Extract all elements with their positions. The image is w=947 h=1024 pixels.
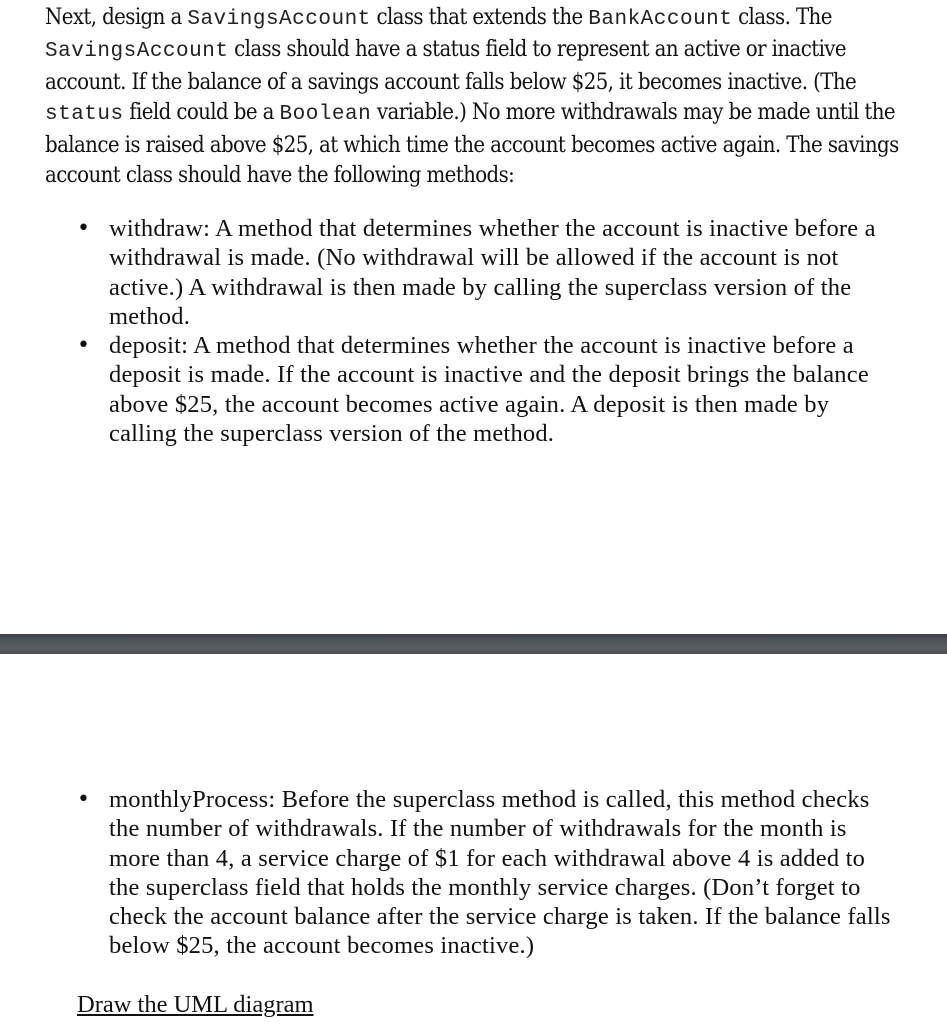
method-item-deposit <box>0 331 900 448</box>
page-divider <box>0 634 947 654</box>
bullet-icon: • <box>77 787 91 812</box>
method-description: monthlyProcess: Before the superclass method is called, this method checks the number of withdrawals. If the number of withdrawals for the month is more than 4, a service charge of $1 for each withdrawal above 4 is added to the superclass field that holds the monthly service charges. (Don’t forget to check the account balance after the service charge is taken. If the balance falls below $25, the account becomes inactive.) <box>109 786 891 960</box>
class-name-code: SavingsAccount <box>45 40 229 64</box>
draw-uml-link[interactable]: Draw the UML diagram <box>77 991 314 1018</box>
class-name-code: BankAccount <box>588 8 733 31</box>
intro-text: field could be a <box>123 100 280 126</box>
intro-text: class should have a status field to represent an active or inactive account. If the balance of a savings account falls below $25, it becomes inactive. (The <box>45 37 857 95</box>
class-name-code: SavingsAccount <box>187 8 371 31</box>
intro-text: class that extends the <box>370 5 589 30</box>
method-list-bottom <box>0 785 900 961</box>
method-description: deposit: A method that determines whether the account is inactive before a deposit is made. If the account is inactive and the deposit brings the balance above $25, the account becomes active again. A deposit is then made by calling the superclass version of the method. <box>109 332 869 448</box>
type-name-code: Boolean <box>279 103 372 127</box>
intro-paragraph <box>45 3 925 191</box>
intro-text: variable.) No more withdrawals may be made until the balance is raised above $25, at which time the account becomes active again. The savings account class should have the following methods: <box>45 100 899 189</box>
method-item-monthly-process <box>0 785 900 961</box>
method-description: withdraw: A method that determines whether the account is inactive before a withdrawal is made. (No withdrawal will be allowed if the account is not active.) A withdrawal is then made by calling the superclass version of the method. <box>109 215 876 330</box>
bullet-icon: • <box>77 333 91 359</box>
intro-text: class. The <box>732 5 832 30</box>
method-list-top <box>0 214 900 448</box>
bullet-icon: • <box>77 216 91 241</box>
field-name-code: status <box>45 103 124 127</box>
intro-text: Next, design a <box>45 5 188 30</box>
method-item-withdraw <box>0 214 900 331</box>
